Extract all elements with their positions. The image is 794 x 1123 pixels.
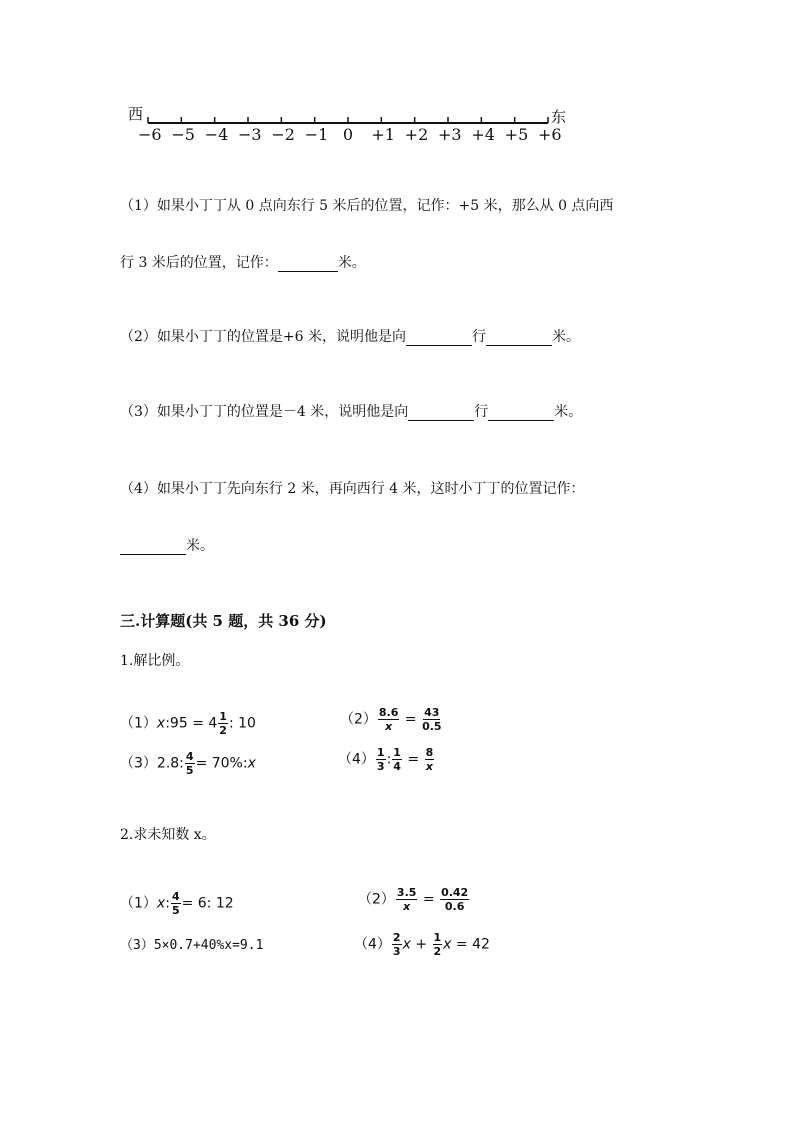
question-text: 行 3 米后的位置，记作： <box>120 255 278 271</box>
proportion-1: （1）x:95 = 4 $\frac{1}{2}$ : 10 <box>120 710 256 737</box>
unit-text: 米。 <box>554 404 583 420</box>
tick-label: −5 <box>171 125 195 144</box>
tick-label: −4 <box>204 125 229 144</box>
equation-4: （4） $\frac{2}{3}$ x + $\frac{1}{2}$ x = 42 <box>354 931 490 958</box>
question-3 <box>120 403 582 421</box>
unit-text: 米。 <box>337 255 366 271</box>
proportion-2: （2） $\frac{8.6}{x}$ = $\frac{43}{0.5}$ <box>340 706 442 733</box>
tick-label: −1 <box>304 125 329 144</box>
question-text: 行 <box>474 404 489 420</box>
question-text: 如果小丁丁从 0 点向东行 5 米后的位置，记作：+5 米，那么从 0 点向西 <box>156 198 614 214</box>
tick-label: +5 <box>504 125 529 144</box>
tick-label: −2 <box>271 125 295 144</box>
tick-label: 0 <box>342 125 354 144</box>
question-text: 如果小丁丁的位置是－4 米，说明他是向 <box>156 404 409 420</box>
question-2 <box>120 328 580 346</box>
tick-label: +1 <box>371 125 395 144</box>
question-4-line-2 <box>120 537 214 555</box>
question-text: 行 <box>472 329 487 345</box>
answer-blank[interactable] <box>120 540 186 555</box>
west-label: 西 <box>128 105 144 123</box>
tick-label: +2 <box>404 125 429 144</box>
question-4-line-1 <box>120 480 585 498</box>
equation-2: （2） $\frac{3.5}{x}$ = $\frac{0.42}{0.6}$ <box>358 886 469 913</box>
question-text: 如果小丁丁的位置是+6 米，说明他是向 <box>156 329 407 345</box>
tick-label: +6 <box>538 125 562 144</box>
tick-label: −3 <box>238 125 262 144</box>
tick-label: +4 <box>471 125 495 144</box>
question-text: 如果小丁丁先向东行 2 米，再向西行 4 米，这时小丁丁的位置记作： <box>156 481 585 497</box>
equation-3: （3）5×0.7+40%x=9.1 <box>120 938 264 953</box>
question-1-line-2 <box>120 254 366 272</box>
tick-label: −6 <box>138 125 162 144</box>
question-1-line-1 <box>120 197 613 215</box>
question-number: （4） <box>120 481 157 497</box>
equation-1: （1）x: $\frac{4}{5}$ = 6: 12 <box>120 890 234 917</box>
question-number: （2） <box>120 329 157 345</box>
unit-text: 米。 <box>552 329 581 345</box>
problem-2-title: 2.求未知数 x。 <box>120 827 216 843</box>
section-heading: 三.计算题(共 5 题，共 36 分) <box>120 612 327 630</box>
answer-blank-distance[interactable] <box>486 331 552 346</box>
proportion-4: （4） $\frac{1}{3}$ : $\frac{1}{4}$ = $\frac{8}{x}$ <box>338 746 434 773</box>
question-number: （1） <box>120 198 157 214</box>
east-label: 东 <box>551 108 567 126</box>
answer-blank-distance[interactable] <box>488 406 554 421</box>
answer-blank-direction[interactable] <box>408 406 474 421</box>
number-line-axis <box>0 0 794 160</box>
tick-label: +3 <box>438 125 462 144</box>
answer-blank-direction[interactable] <box>406 331 472 346</box>
proportion-3: （3）2.8: $\frac{4}{5}$ = 70%:x <box>120 750 256 777</box>
problem-1-title: 1.解比例。 <box>120 653 190 669</box>
answer-blank[interactable] <box>278 257 338 272</box>
question-number: （3） <box>120 404 157 420</box>
unit-text: 米。 <box>186 538 214 554</box>
